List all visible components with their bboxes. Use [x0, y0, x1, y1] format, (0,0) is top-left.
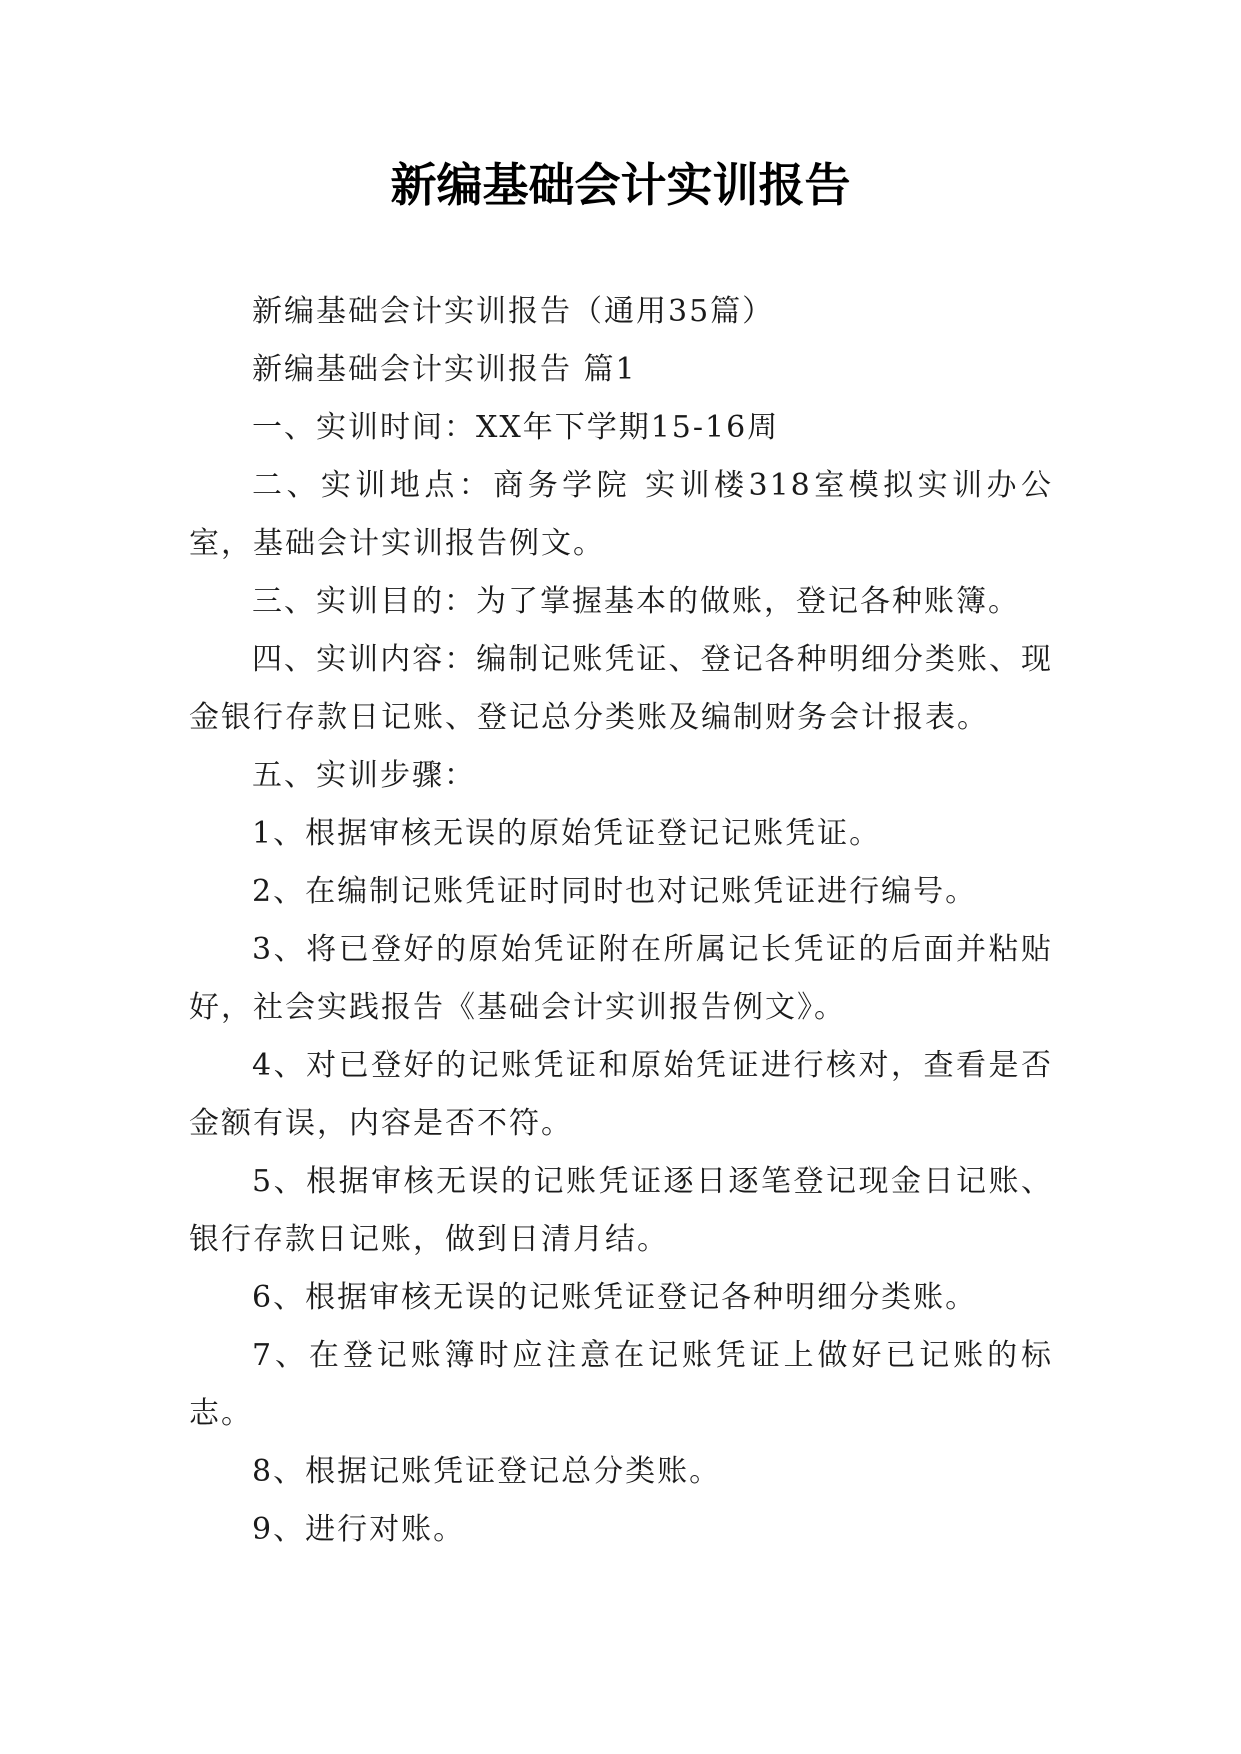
- paragraph: 3、将已登好的原始凭证附在所属记长凭证的后面并粘贴好，社会实践报告《基础会计实训报告例文》。: [189, 932, 1053, 1025]
- paragraph: 二、实训地点：商务学院 实训楼318室模拟实训办公室，基础会计实训报告例文。: [189, 468, 1053, 561]
- document-body: [189, 283, 1053, 1559]
- paragraph: 5、根据审核无误的记账凭证逐日逐笔登记现金日记账、银行存款日记账，做到日清月结。: [189, 1164, 1053, 1257]
- paragraph: 7、在登记账簿时应注意在记账凭证上做好已记账的标志。: [189, 1338, 1053, 1431]
- paragraph: 9、进行对账。: [252, 1512, 466, 1547]
- paragraph: 6、根据审核无误的记账凭证登记各种明细分类账。: [252, 1280, 978, 1315]
- document-title: 新编基础会计实训报告: [390, 158, 851, 212]
- paragraph: 一、实训时间：XX年下学期15-16周: [252, 410, 780, 445]
- paragraph: 五、实训步骤：: [252, 758, 476, 793]
- paragraph: 三、实训目的：为了掌握基本的做账，登记各种账簿。: [252, 584, 1020, 619]
- paragraph: 1、根据审核无误的原始凭证登记记账凭证。: [252, 816, 882, 851]
- paragraph: 新编基础会计实训报告 篇1: [252, 352, 637, 387]
- paragraph: 8、根据记账凭证登记总分类账。: [252, 1454, 722, 1489]
- paragraph: 四、实训内容：编制记账凭证、登记各种明细分类账、现金银行存款日记账、登记总分类账及编制财务会计报表。: [189, 642, 1053, 735]
- paragraph: 4、对已登好的记账凭证和原始凭证进行核对，查看是否金额有误，内容是否不符。: [189, 1048, 1053, 1141]
- paragraph: 2、在编制记账凭证时同时也对记账凭证进行编号。: [252, 874, 978, 909]
- paragraph: 新编基础会计实训报告（通用35篇）: [252, 294, 775, 329]
